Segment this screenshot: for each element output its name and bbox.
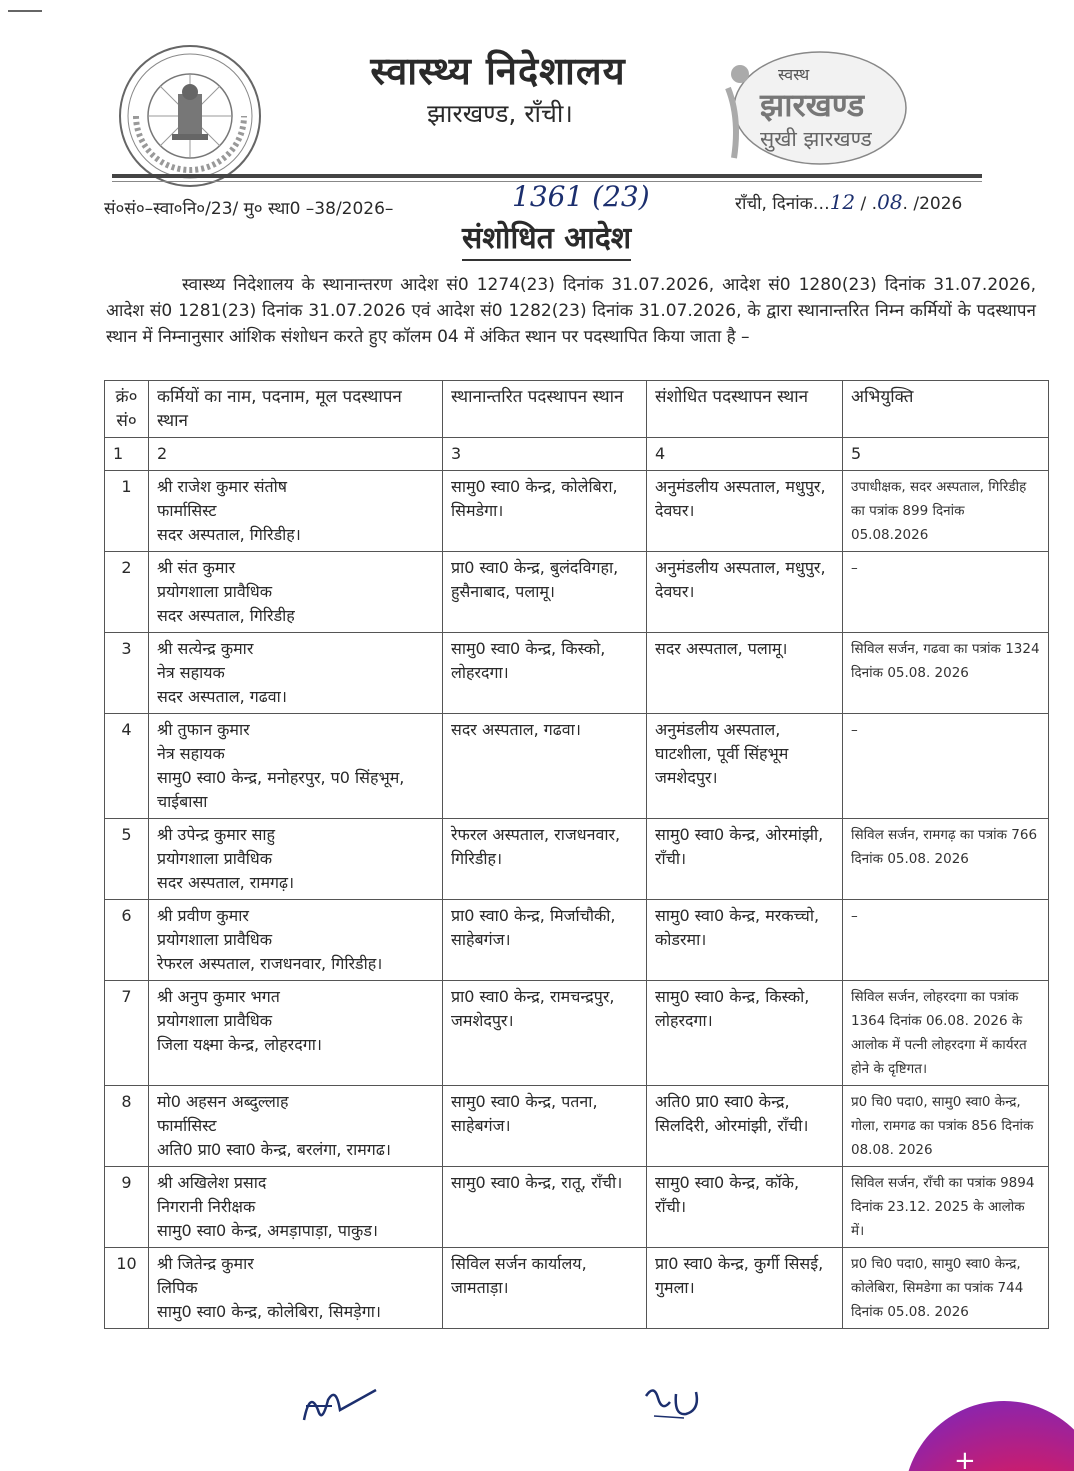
table-row xyxy=(105,1086,1049,1167)
page-edge-mark xyxy=(8,10,42,12)
handwritten-order-number: 1361 (23) xyxy=(512,180,650,213)
transferred-posting: रेफरल अस्पताल, राजधनवार, गिरिडीह। xyxy=(443,819,647,900)
employee-cell xyxy=(149,1167,443,1248)
table-row xyxy=(105,552,1049,633)
employee-designation: नेत्र सहायक xyxy=(157,663,225,682)
header-sno: क्रं० सं० xyxy=(105,381,149,438)
original-posting: रेफरल अस्पताल, राजधनवार, गिरिडीह। xyxy=(157,954,383,973)
original-posting: अति0 प्रा0 स्वा0 केन्द्र, बरलंगा, रामगढ। xyxy=(157,1140,391,1159)
employee-designation: प्रयोगशाला प्रावैधिक xyxy=(157,930,273,949)
employee-cell xyxy=(149,900,443,981)
revised-posting: अति0 प्रा0 स्वा0 केन्द्र, सिलदिरी, ओरमांझी, राँची। xyxy=(647,1086,843,1167)
transferred-posting: सामु0 स्वा0 केन्द्र, किस्को, लोहरदगा। xyxy=(443,633,647,714)
original-posting: जिला यक्ष्मा केन्द्र, लोहरदगा। xyxy=(157,1035,322,1054)
date-year: /2026 xyxy=(913,194,963,214)
swasth-jharkhand-logo-icon xyxy=(720,48,910,168)
row-sno: 9 xyxy=(105,1167,149,1248)
transferred-posting: सामु0 स्वा0 केन्द्र, कोलेबिरा, सिमडेगा। xyxy=(443,471,647,552)
row-sno: 1 xyxy=(105,471,149,552)
table-row xyxy=(105,900,1049,981)
remark: सिविल सर्जन, राँची का पत्रांक 9894 दिनांक 23.12. 2025 के आलोक में। xyxy=(843,1167,1049,1248)
table-row xyxy=(105,819,1049,900)
transferred-posting: सामु0 स्वा0 केन्द्र, रातू, राँची। xyxy=(443,1167,647,1248)
original-posting: सदर अस्पताल, गिरिडीह xyxy=(157,606,295,625)
employee-name: श्री प्रवीण कुमार xyxy=(157,906,249,925)
employee-designation: निगरानी निरीक्षक xyxy=(157,1197,256,1216)
transferred-posting: प्रा0 स्वा0 केन्द्र, मिर्जाचौकी, साहेबगंज। xyxy=(443,900,647,981)
employee-name: श्री राजेश कुमार संतोष xyxy=(157,477,288,496)
col-num: 5 xyxy=(843,438,1049,471)
revised-posting: अनुमंडलीय अस्पताल, मधुपुर, देवघर। xyxy=(647,552,843,633)
page-title: स्वास्थ्य निदेशालय xyxy=(370,49,626,93)
col-num: 1 xyxy=(105,438,149,471)
transferred-posting: प्रा0 स्वा0 केन्द्र, रामचन्द्रपुर, जमशेदपुर। xyxy=(443,981,647,1086)
reference-number: सं०सं०–स्वा०नि०/23/ मु० स्था0 –38/2026– xyxy=(104,199,394,219)
employee-cell xyxy=(149,552,443,633)
remark: – xyxy=(843,552,1049,633)
intro-paragraph: स्वास्थ्य निदेशालय के स्थानान्तरण आदेश सं0 1274(23) दिनांक 31.07.2026, आदेश सं0 1280(23) दिनांक 31.07.2026, आदेश सं0 1281(23) दिनांक 31.07.2026 एवं आदेश सं0 1282(23) दिनांक 31.07.2026, के द्वारा स्थानान्तरित निम्न कर्मियों के पदस्थापन स्थान में निम्नानुसार आंशिक संशोधन करते हुए कॉलम 04 में अंकित स्थान पर पदस्थापित किया जाता है – xyxy=(106,275,1036,347)
employee-name: श्री जितेन्द्र कुमार xyxy=(157,1254,254,1273)
original-posting: सामु0 स्वा0 केन्द्र, कोलेबिरा, सिमड़ेगा। xyxy=(157,1302,381,1321)
employee-designation: प्रयोगशाला प्रावैधिक xyxy=(157,582,273,601)
remark: प्र0 चि0 पदा0, सामु0 स्वा0 केन्द्र, कोलेबिरा, सिमडेगा का पत्रांक 744 दिनांक 05.08. 2026 xyxy=(843,1248,1049,1329)
employee-designation: लिपिक xyxy=(157,1278,198,1297)
state-emblem-seal-icon xyxy=(116,42,264,190)
svg-text:सुखी झारखण्ड: सुखी झारखण्ड xyxy=(760,127,872,151)
row-sno: 4 xyxy=(105,714,149,819)
transferred-posting: प्रा0 स्वा0 केन्द्र, बुलंदविगहा, हुसैनाबाद, पलामू। xyxy=(443,552,647,633)
employee-name: श्री सत्येन्द्र कुमार xyxy=(157,639,254,658)
employee-designation: नेत्र सहायक xyxy=(157,744,225,763)
revised-posting: सामु0 स्वा0 केन्द्र, ओरमांझी, राँची। xyxy=(647,819,843,900)
column-number-row xyxy=(105,438,1049,471)
row-sno: 10 xyxy=(105,1248,149,1329)
revised-posting: प्रा0 स्वा0 केन्द्र, कुर्गी सिसई, गुमला। xyxy=(647,1248,843,1329)
table-row xyxy=(105,471,1049,552)
svg-text:स्वस्थ: स्वस्थ xyxy=(778,65,810,84)
transfer-table xyxy=(104,380,1049,1329)
employee-cell xyxy=(149,1248,443,1329)
row-sno: 8 xyxy=(105,1086,149,1167)
signature-mark-icon xyxy=(296,1380,386,1430)
remark: सिविल सर्जन, लोहरदगा का पत्रांक 1364 दिनांक 06.08. 2026 के आलोक में पत्नी लोहरदगा में कार्यरत होने के दृष्टिगत। xyxy=(843,981,1049,1086)
order-date: राँची, दिनांक…12 / .08. /2026 xyxy=(735,190,963,214)
original-posting: सामु0 स्वा0 केन्द्र, मनोहरपुर, प0 सिंहभूम, चाईबासा xyxy=(157,768,405,811)
date-month: 08 xyxy=(877,190,903,214)
row-sno: 3 xyxy=(105,633,149,714)
revised-posting: अनुमंडलीय अस्पताल, घाटशीला, पूर्वी सिंहभूम जमशेदपुर। xyxy=(647,714,843,819)
revised-posting: सामु0 स्वा0 केन्द्र, कॉके, राँची। xyxy=(647,1167,843,1248)
revised-posting: अनुमंडलीय अस्पताल, मधुपुर, देवघर। xyxy=(647,471,843,552)
revised-posting: सामु0 स्वा0 केन्द्र, मरकच्चो, कोडरमा। xyxy=(647,900,843,981)
header-rule xyxy=(112,174,982,178)
employee-cell xyxy=(149,633,443,714)
remark: सिविल सर्जन, गढवा का पत्रांक 1324 दिनांक 05.08. 2026 xyxy=(843,633,1049,714)
original-posting: सामु0 स्वा0 केन्द्र, अमड़ापाड़ा, पाकुड। xyxy=(157,1221,378,1240)
remark: प्र0 चि0 पदा0, सामु0 स्वा0 केन्द्र, गोला, रामगढ का पत्रांक 856 दिनांक 08.08. 2026 xyxy=(843,1086,1049,1167)
employee-name: श्री संत कुमार xyxy=(157,558,236,577)
employee-name: श्री अखिलेश प्रसाद xyxy=(157,1173,267,1192)
original-posting: सदर अस्पताल, गढवा। xyxy=(157,687,287,706)
col-num: 3 xyxy=(443,438,647,471)
date-day: 12 xyxy=(829,190,856,214)
employee-cell xyxy=(149,819,443,900)
remark: उपाधीक्षक, सदर अस्पताल, गिरिडीह का पत्रांक 899 दिनांक 05.08.2026 xyxy=(843,471,1049,552)
employee-name: श्री तुफान कुमार xyxy=(157,720,250,739)
revised-posting: सामु0 स्वा0 केन्द्र, किस्को, लोहरदगा। xyxy=(647,981,843,1086)
employee-name: श्री उपेन्द्र कुमार साहु xyxy=(157,825,276,844)
employee-cell xyxy=(149,981,443,1086)
table-row xyxy=(105,1167,1049,1248)
transferred-posting: सिविल सर्जन कार्यालय, जामताड़ा। xyxy=(443,1248,647,1329)
table-row xyxy=(105,714,1049,819)
remark: – xyxy=(843,900,1049,981)
employee-cell xyxy=(149,714,443,819)
col-num: 4 xyxy=(647,438,843,471)
header-employee: कर्मियों का नाम, पदनाम, मूल पदस्थापन स्थान xyxy=(149,381,443,438)
row-sno: 7 xyxy=(105,981,149,1086)
col-num: 2 xyxy=(149,438,443,471)
original-posting: सदर अस्पताल, रामगढ़। xyxy=(157,873,295,892)
employee-cell xyxy=(149,1086,443,1167)
revised-posting: सदर अस्पताल, पलामू। xyxy=(647,633,843,714)
employee-name: श्री अनुप कुमार भगत xyxy=(157,987,280,1006)
employee-cell xyxy=(149,471,443,552)
svg-text:+: + xyxy=(954,1446,976,1471)
order-title: संशोधित आदेश xyxy=(462,216,631,261)
employee-name: मो0 अहसन अब्दुल्लाह xyxy=(157,1092,289,1111)
table-row xyxy=(105,633,1049,714)
row-sno: 6 xyxy=(105,900,149,981)
employee-designation: फार्मासिस्ट xyxy=(157,501,217,520)
table-header-row xyxy=(105,381,1049,438)
employee-designation: प्रयोगशाला प्रावैधिक xyxy=(157,849,273,868)
row-sno: 2 xyxy=(105,552,149,633)
remark: – xyxy=(843,714,1049,819)
table-row xyxy=(105,1248,1049,1329)
header-revised: संशोधित पदस्थापन स्थान xyxy=(647,381,843,438)
transferred-posting: सदर अस्पताल, गढवा। xyxy=(443,714,647,819)
header-transferred: स्थानान्तरित पदस्थापन स्थान xyxy=(443,381,647,438)
row-sno: 5 xyxy=(105,819,149,900)
employee-designation: प्रयोगशाला प्रावैधिक xyxy=(157,1011,273,1030)
page-subtitle: झारखण्ड, राँची। xyxy=(427,99,573,128)
header-remarks: अभियुक्ति xyxy=(843,381,1049,438)
original-posting: सदर अस्पताल, गिरिडीह। xyxy=(157,525,301,544)
transferred-posting: सामु0 स्वा0 केन्द्र, पतना, साहेबगंज। xyxy=(443,1086,647,1167)
app-badge-icon xyxy=(884,1391,1074,1471)
employee-designation: फार्मासिस्ट xyxy=(157,1116,217,1135)
table-row xyxy=(105,981,1049,1086)
svg-text:झारखण्ड: झारखण्ड xyxy=(760,86,865,124)
initials-mark-icon xyxy=(640,1376,720,1426)
remark: सिविल सर्जन, रामगढ़ का पत्रांक 766 दिनांक 05.08. 2026 xyxy=(843,819,1049,900)
date-prefix: राँची, दिनांक xyxy=(735,194,813,214)
